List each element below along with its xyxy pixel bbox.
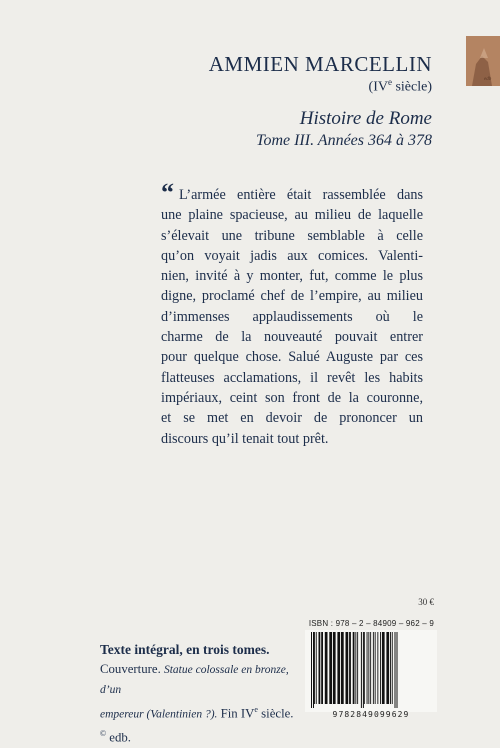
quote-line: flatteuses acclamations, il revêt les habits [161, 369, 423, 386]
quote-line: charme de la nouveauté pouvait entrer [161, 329, 423, 346]
isbn-label: ISBN : 978 – 2 – 84909 – 962 – 9 [308, 619, 434, 628]
quote-line: d’immenses applaudissements où le [161, 308, 423, 325]
barcode-bar [316, 632, 317, 704]
barcode-bar [367, 632, 368, 704]
barcode-bar [377, 632, 378, 704]
barcode-bar [355, 632, 356, 704]
barcode-bar [357, 632, 358, 704]
barcode-bar [397, 632, 398, 708]
copyright-symbol: © [100, 729, 107, 739]
barcode-number: 9782849099629 [332, 710, 410, 719]
quote-line: pour quelque chose. Salué Auguste par ces [161, 349, 423, 366]
quote-line: et se met en devoir de prononcer un [161, 410, 423, 427]
edition-note: Texte intégral, en trois tomes. [100, 642, 270, 657]
quote-line: L’armée entière était rassemblée dans [179, 187, 423, 203]
quote-line: une plaine spacieuse, au milieu de laquelle [161, 207, 423, 224]
barcode-bar [321, 632, 323, 704]
barcode-bar [363, 632, 364, 708]
barcode-bar [375, 632, 376, 704]
barcode-bar [353, 632, 355, 704]
barcode-bar [386, 632, 389, 704]
barcode-bar [373, 632, 374, 704]
barcode-bar [329, 632, 332, 704]
cover-thumbnail-image [466, 36, 500, 86]
quote-line: s’élevait une tribune semblable à celle [161, 227, 423, 244]
book-subtitle: Tome III. Années 364 à 378 [256, 132, 432, 149]
barcode-bar [337, 632, 340, 704]
century-label: (IVe siècle) [368, 77, 432, 95]
cover-description: Statue colossale en bronze, d’un [100, 664, 289, 696]
barcode-bar [382, 632, 385, 704]
publisher-name: edb. [109, 730, 131, 745]
cover-description-cont: empereur (Valentinien ?). [100, 708, 218, 721]
quote-open-mark: “ [161, 178, 174, 207]
cover-label: Couverture. [100, 662, 161, 676]
quote-line: impériaux, ceint son front de la couronne, [161, 389, 423, 406]
cover-credit: Couverture. Statue colossale en bronze, d’un empereur (Valentinien ?). Fin IVe siècle. © edb. [100, 662, 294, 745]
barcode-bar [364, 632, 365, 704]
quote-line: discours qu’il tenait tout prêt. [161, 430, 329, 447]
barcode-bar [314, 632, 315, 704]
book-title: Histoire de Rome [299, 108, 432, 129]
barcode-bar [333, 632, 336, 704]
barcode-bar [395, 632, 396, 708]
quote-line: qu’on voyait jadis aux comices. Valenti- [161, 247, 423, 264]
barcode-bar [370, 632, 371, 704]
svg-text:edb: edb [484, 77, 492, 82]
barcode-bar [325, 632, 328, 704]
barcode-bar [380, 632, 381, 704]
barcode-bar [390, 632, 391, 704]
price-label: 30 € [418, 597, 434, 607]
barcode-bar [319, 632, 321, 704]
author-name: AMMIEN MARCELLIN [208, 52, 432, 76]
barcode-bar [341, 632, 344, 704]
barcode-bar [368, 632, 369, 704]
barcode-bar [361, 632, 362, 708]
quote-line: nien, invité à y monter, fut, comme le plus [161, 268, 423, 285]
barcode-bar [346, 632, 349, 704]
quote-block [161, 185, 423, 449]
barcode-image [305, 630, 437, 712]
quote-line: digne, proclamé chef de l’empire, au milieu [161, 288, 423, 305]
barcode-bar [313, 632, 314, 708]
barcode-bar [311, 632, 312, 708]
barcode-bar [349, 632, 351, 704]
barcode-bar [392, 632, 393, 704]
